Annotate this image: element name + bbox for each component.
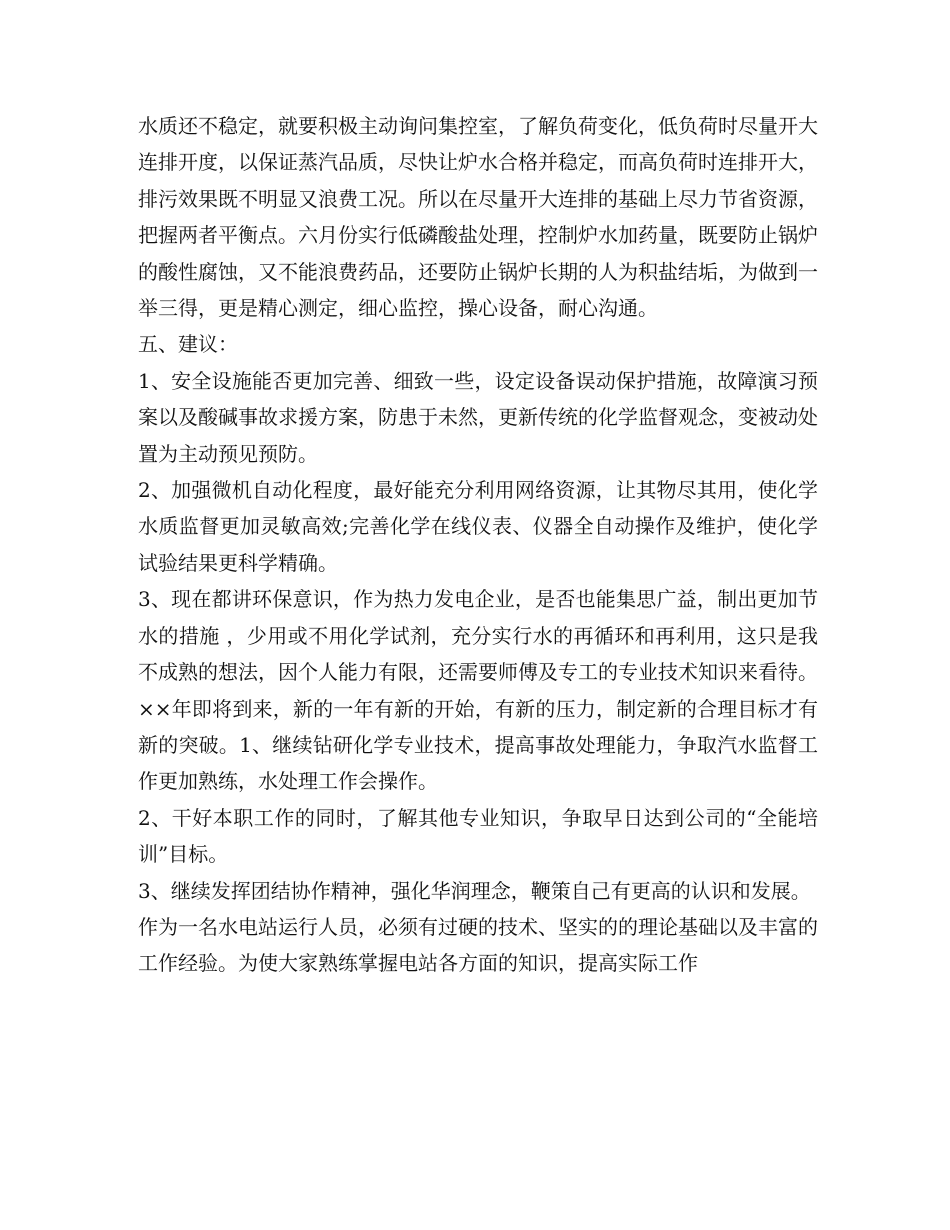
section-heading-suggestions: 五、建议： xyxy=(138,332,238,357)
paragraph-hydropower-operator: 作为一名水电站运行人员，必须有过硬的技术、坚实的的理论基础以及丰富的工作经验。为使大家熟练掌握电站各方面的知识，提高实际工作 xyxy=(138,914,818,976)
goal-item-3: 3、继续发挥团结协作精神，强化华润理念，鞭策自己有更高的认识和发展。 xyxy=(138,878,811,903)
suggestion-item-2: 2、加强微机自动化程度，最好能充分利用网络资源，让其物尽其用，使化学水质监督更加灵敏高效;完善化学在线仪表、仪器全自动操作及维护，使化学试验结果更科学精确。 xyxy=(138,478,818,575)
paragraph-new-year-goals: ××年即将到来，新的一年有新的开始，有新的压力，制定新的合理目标才有新的突破。1、继续钻研化学专业技术，提高事故处理能力，争取汽水监督工作更加熟练，水处理工作会操作。 xyxy=(138,696,818,794)
suggestion-item-3: 3、现在都讲环保意识，作为热力发电企业，是否也能集思广益，制出更加节水的措施 ，少用或不用化学试剂，充分实行水的再循环和再利用，这只是我不成熟的想法，因个人能力有限，还需要师傅及专工的专业技术知识来看待。 xyxy=(138,587,818,685)
document-page xyxy=(138,108,818,982)
suggestion-item-1: 1、安全设施能否更加完善、细致一些，设定设备误动保护措施，故障演习预案以及酸碱事故求援方案，防患于未然，更新传统的化学监督观念，变被动处置为主动预见预防。 xyxy=(138,368,818,466)
paragraph-water-quality: 水质还不稳定，就要积极主动询问集控室，了解负荷变化，低负荷时尽量开大连排开度，以保证蒸汽品质，尽快让炉水合格并稳定，而高负荷时连排开大，排污效果既不明显又浪费工况。所以在尽量开大连排的基础上尽力节省资源，把握两者平衡点。六月份实行低磷酸盐处理，控制炉水加药量，既要防止锅炉的酸性腐蚀，又不能浪费药品，还要防止锅炉长期的人为积盐结垢，为做到一举三得，更是精心测定，细心监控，操心设备，耐心沟通。 xyxy=(138,114,818,321)
goal-item-2: 2、干好本职工作的同时，了解其他专业知识，争取早日达到公司的“全能培训”目标。 xyxy=(138,805,818,867)
